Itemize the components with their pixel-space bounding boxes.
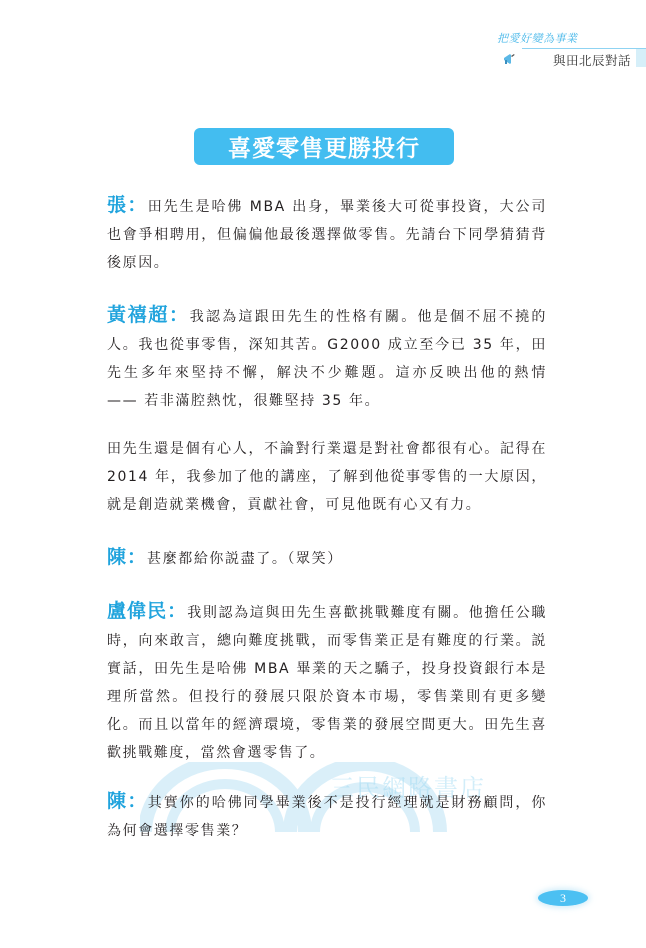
running-header-chapter: 與田北辰對話 (553, 53, 632, 68)
speaker-label: 盧偉民： (107, 600, 188, 622)
paragraph-text: 田先生是哈佛 MBA 出身，畢業後大可從事投資，大公司也會爭相聘用，但偏偏他最後選擇做零售。先請台下同學猜猜背後原因。 (107, 199, 547, 271)
section-title-banner (194, 128, 454, 165)
paragraph-text: 其實你的哈佛同學畢業後不是投行經理就是財務顧問，你為何會選擇零售業？ (107, 795, 547, 839)
dialogue-paragraph (107, 543, 343, 573)
dialogue-paragraph (107, 301, 547, 415)
dialogue-paragraph (107, 191, 547, 277)
paragraph-text: 田先生還是個有心人，不論對行業還是對社會都很有心。記得在 2014 年，我參加了他的講座，了解到他從事零售的一大原因，就是創造就業機會，貢獻社會，可見他既有心又有力。 (107, 441, 547, 513)
speaker-label: 張： (107, 194, 148, 216)
dialogue-paragraph (107, 597, 547, 767)
speaker-label: 陳： (107, 790, 148, 812)
paragraph-text: 甚麼都給你説盡了。（眾笑） (147, 551, 343, 567)
running-header-tagline: 把愛好變為事業 (497, 32, 578, 45)
dialogue-paragraph (107, 435, 547, 519)
header-tab-marker (636, 49, 646, 67)
paragraph-text: 我則認為這與田先生喜歡挑戰難度有關。他擔任公職時，向來敢言，總向難度挑戰，而零售業正是有難度的行業。説實話，田先生是哈佛 MBA 畢業的天之驕子，投身投資銀行本是理所當然。但投行的發展只限於資本市場，零售業則有更多變化。而且以當年的經濟環境，零售業的發展空間更大。田先生喜歡挑戰難度，當然會選零售了。 (107, 605, 547, 761)
speaker-label: 陳： (107, 546, 148, 568)
page-number: 3 (560, 890, 566, 905)
watermark-text: 三民網路書店 (330, 774, 486, 802)
dialogue-paragraph (107, 787, 547, 845)
paragraph-text: 我認為這跟田先生的性格有關。他是個不屈不撓的人。我也從事零售，深知其苦。G2000 成立至今已 35 年，田先生多年來堅持不懈，解決不少難題。這亦反映出他的熱情 —— 若非滿腔熱忱，很難堅持 35 年。 (107, 309, 547, 409)
megaphone-icon (502, 52, 516, 66)
page-number-badge (538, 890, 588, 906)
header-divider (522, 48, 646, 49)
speaker-label: 黃禧超： (107, 304, 190, 326)
section-title: 喜愛零售更勝投行 (228, 136, 420, 162)
